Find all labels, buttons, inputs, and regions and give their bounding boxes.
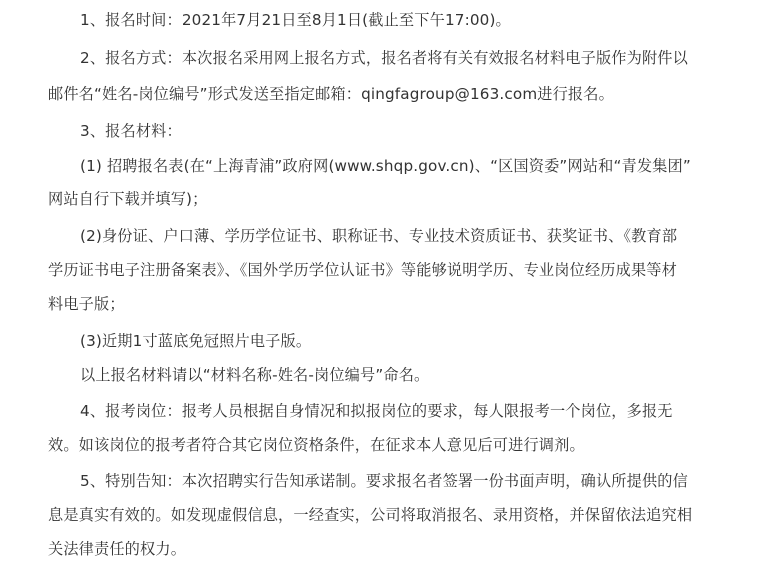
item-1-registration-time: 1、报名时间：2021年7月21日至8月1日(截止至下午17:00)。 <box>80 11 511 29</box>
item-3-materials-heading: 3、报名材料： <box>80 122 182 140</box>
materials-naming-note: 以上报名材料请以“材料名称-姓名-岗位编号”命名。 <box>80 366 430 384</box>
item-5-special-notice-cont-2: 关法律责任的权力。 <box>48 540 187 558</box>
material-2-certificates-cont-2: 料电子版； <box>48 295 125 313</box>
item-5-special-notice: 5、特别告知：本次招聘实行告知承诺制。要求报名者签署一份书面声明，确认所提供的信 <box>80 472 688 490</box>
item-5-special-notice-cont: 息是真实有效的。如发现虚假信息，一经查实，公司将取消报名、录用资格，并保留依法追究相 <box>48 506 693 524</box>
material-1-application-form: (1) 招聘报名表(在“上海青浦”政府网(www.shqp.gov.cn)、“区国资委”网站和“青发集团” <box>80 157 691 175</box>
material-3-photo: (3)近期1寸蓝底免冠照片电子版。 <box>80 332 312 350</box>
material-1-application-form-cont: 网站自行下载并填写)； <box>48 190 208 208</box>
material-2-certificates: (2)身份证、户口薄、学历学位证书、职称证书、专业技术资质证书、获奖证书、《教育部 <box>80 227 678 245</box>
item-4-positions-cont: 效。如该岗位的报考者符合其它岗位资格条件，在征求本人意见后可进行调剂。 <box>48 436 585 454</box>
material-2-certificates-cont: 学历证书电子注册备案表》、《国外学历学位认证书》等能够说明学历、专业岗位经历成果等材 <box>48 261 677 279</box>
item-2-registration-method: 2、报名方式：本次报名采用网上报名方式，报名者将有关有效报名材料电子版作为附件以 <box>80 49 688 67</box>
item-4-positions: 4、报考岗位：报考人员根据自身情况和拟报岗位的要求，每人限报考一个岗位，多报无 <box>80 402 673 420</box>
item-2-registration-method-cont: 邮件名“姓名-岗位编号”形式发送至指定邮箱：qingfagroup@163.com进行报名。 <box>48 85 614 103</box>
